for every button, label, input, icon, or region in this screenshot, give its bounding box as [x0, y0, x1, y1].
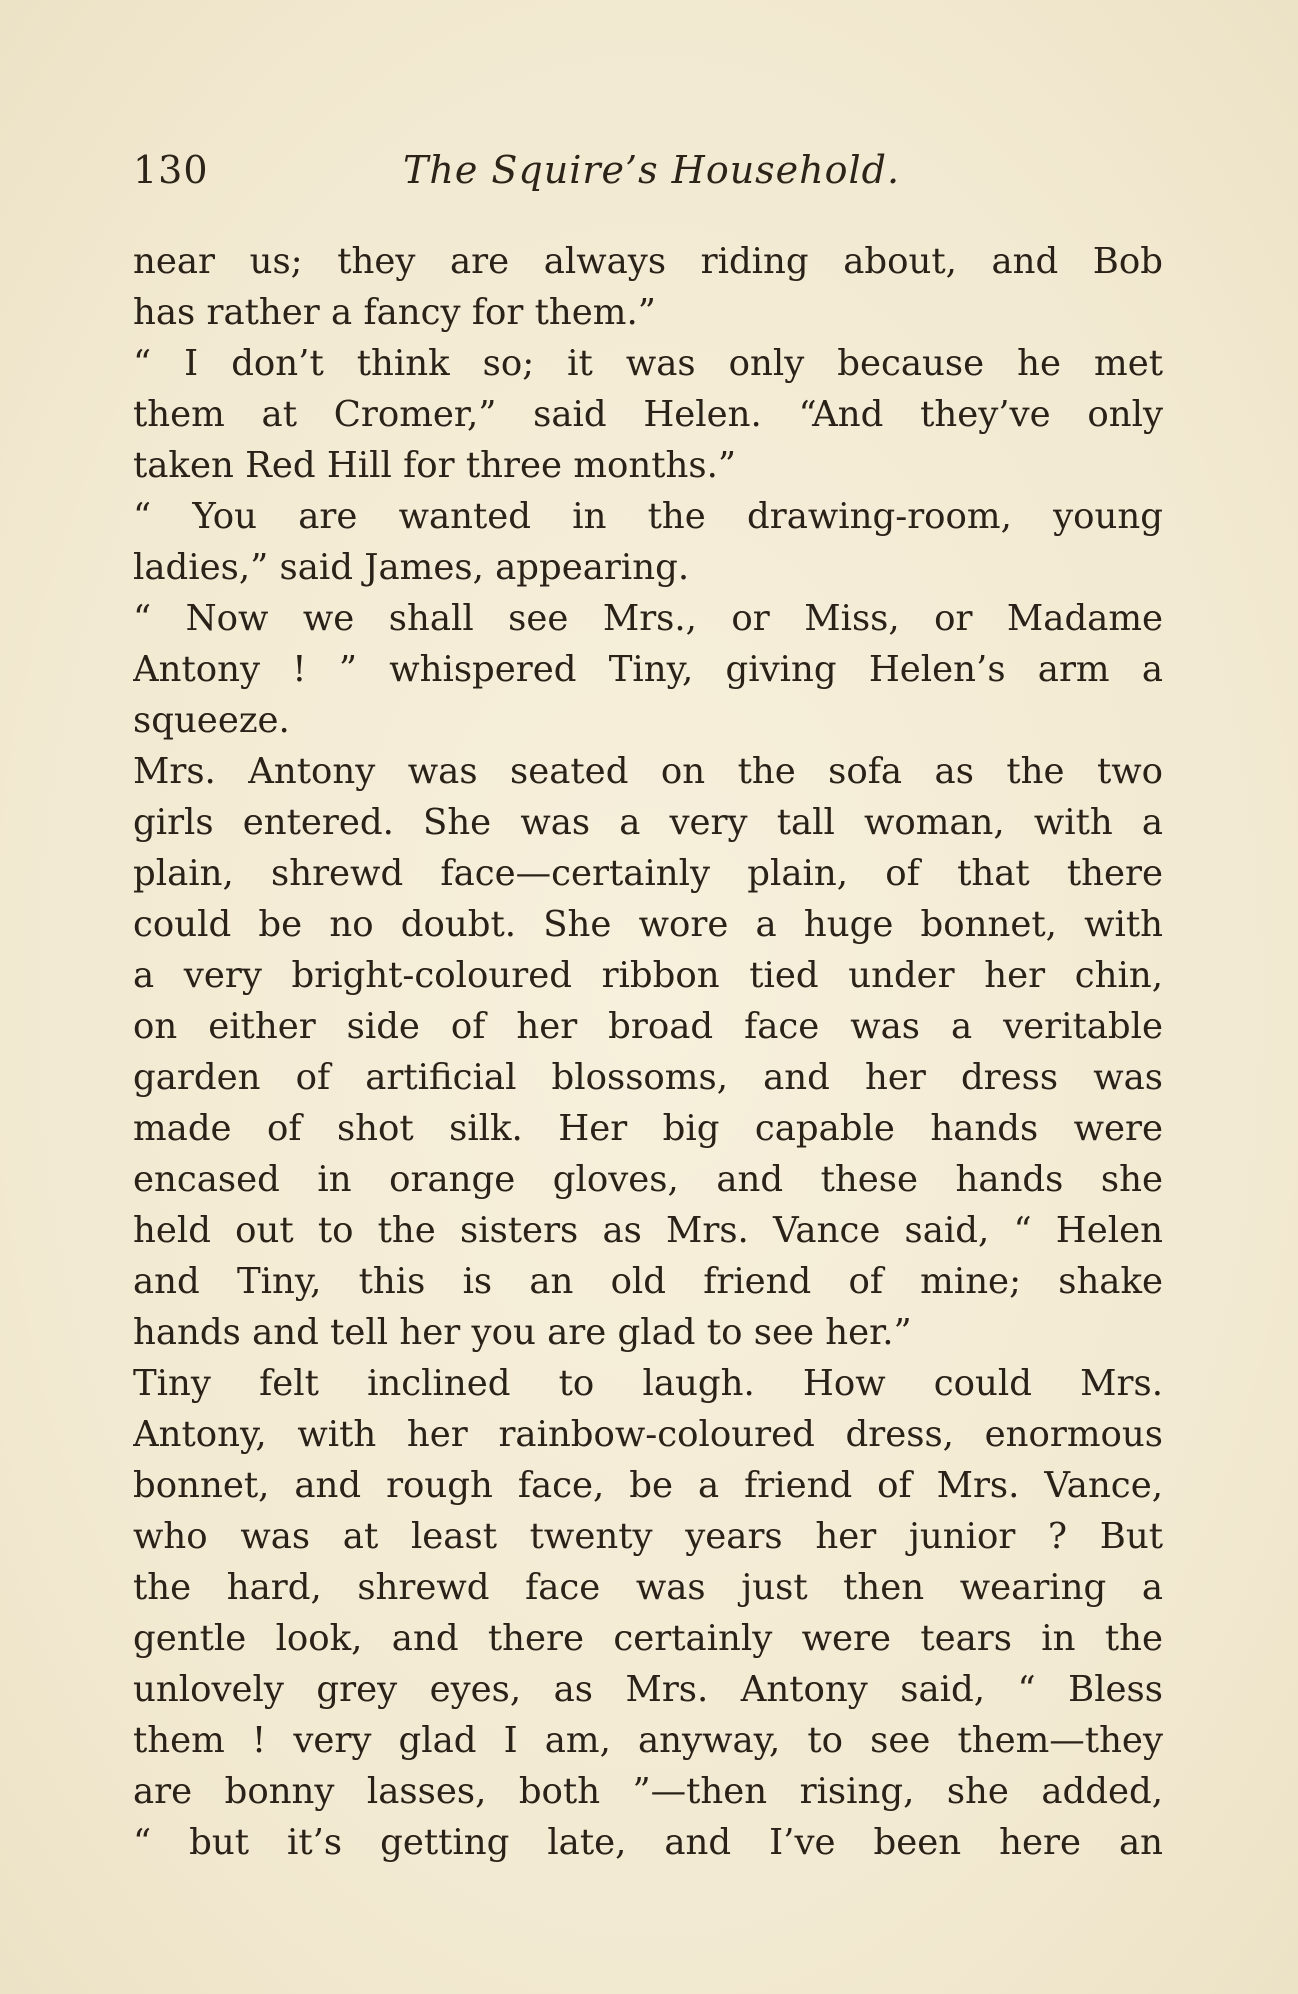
text-line: near us; they are always riding about, and Bob [133, 241, 1163, 282]
text-line: a very bright-coloured ribbon tied under her chin, [133, 955, 1163, 996]
page-header [133, 148, 1168, 208]
text-line: bonnet, and rough face, be a friend of Mrs. Vance, [133, 1465, 1163, 1506]
text-line: encased in orange gloves, and these hands she [133, 1159, 1163, 1200]
text-line: “ Now we shall see Mrs., or Miss, or Madame [133, 598, 1163, 639]
text-line: squeeze. [133, 700, 290, 741]
text-line: “ I don’t think so; it was only because he met [133, 343, 1163, 384]
text-line: held out to the sisters as Mrs. Vance said, “ Helen [133, 1210, 1163, 1251]
text-line: could be no doubt. She wore a huge bonnet, with [133, 904, 1163, 945]
text-line: Mrs. Antony was seated on the sofa as the two [133, 751, 1163, 792]
text-line: taken Red Hill for three months.” [133, 445, 736, 486]
running-title: The Squire’s Household. [403, 148, 901, 192]
text-line: plain, shrewd face—certainly plain, of that there [133, 853, 1163, 894]
text-line: Antony, with her rainbow-coloured dress, enormous [133, 1414, 1163, 1455]
text-line: are bonny lasses, both ”—then rising, she added, [133, 1771, 1163, 1812]
text-line: unlovely grey eyes, as Mrs. Antony said, “ Bless [133, 1669, 1163, 1710]
text-line: made of shot silk. Her big capable hands were [133, 1108, 1163, 1149]
text-line: garden of artificial blossoms, and her dress was [133, 1057, 1163, 1098]
page-number: 130 [133, 148, 209, 192]
body-text [133, 236, 1163, 1868]
text-line: and Tiny, this is an old friend of mine; shake [133, 1261, 1163, 1302]
text-line: them ! very glad I am, anyway, to see them—they [133, 1720, 1163, 1761]
text-line: has rather a fancy for them.” [133, 292, 656, 333]
text-line: gentle look, and there certainly were tears in the [133, 1618, 1163, 1659]
text-line: who was at least twenty years her junior ? But [133, 1516, 1163, 1557]
text-line: girls entered. She was a very tall woman, with a [133, 802, 1163, 843]
text-line: the hard, shrewd face was just then wearing a [133, 1567, 1163, 1608]
text-line: on either side of her broad face was a veritable [133, 1006, 1163, 1047]
text-line: ladies,” said James, appearing. [133, 547, 690, 588]
text-line: “ but it’s getting late, and I’ve been here an [133, 1822, 1163, 1863]
text-line: them at Cromer,” said Helen. “And they’ve only [133, 394, 1163, 435]
text-line: hands and tell her you are glad to see her.” [133, 1312, 912, 1353]
text-line: Tiny felt inclined to laugh. How could Mrs. [133, 1363, 1163, 1404]
text-line: Antony ! ” whispered Tiny, giving Helen’s arm a [133, 649, 1163, 690]
text-line: “ You are wanted in the drawing-room, young [133, 496, 1163, 537]
